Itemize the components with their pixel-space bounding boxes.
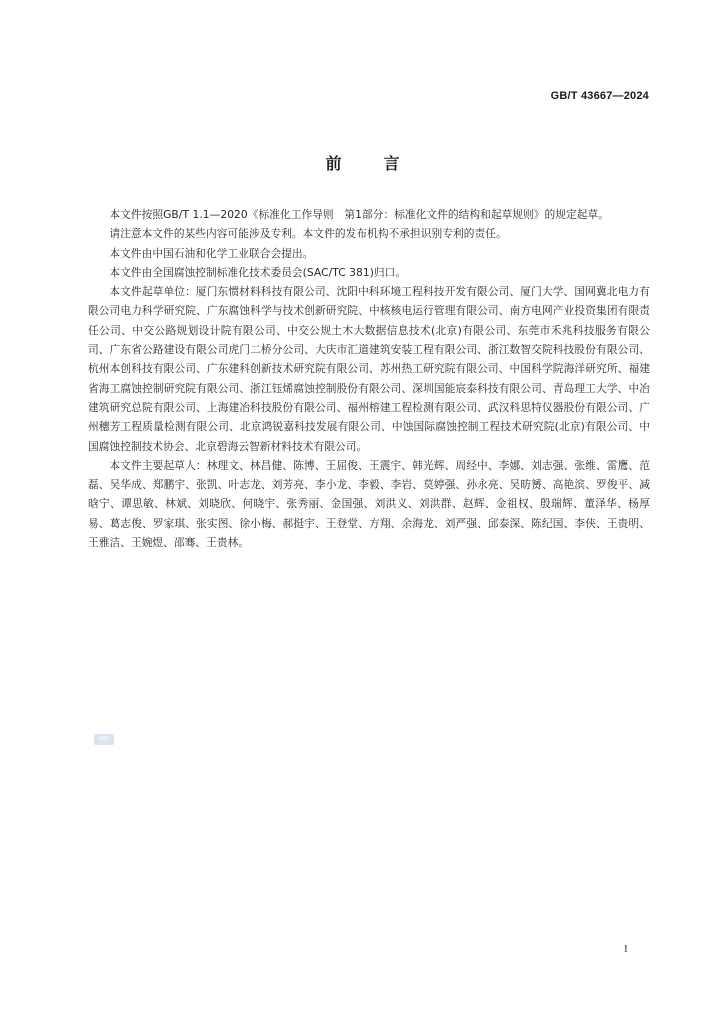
- standard-number: GB/T 43667—2024: [550, 90, 649, 102]
- page-number: I: [624, 943, 628, 955]
- foreword-body: [88, 205, 650, 552]
- paragraph-patent-notice: 请注意本文件的某些内容可能涉及专利。本文件的发布机构不承担识别专利的责任。: [109, 227, 507, 241]
- watermark-logo: SAC: [94, 734, 114, 745]
- paragraph-drafting-rules: 本文件按照GB/T 1.1—2020《标准化工作导则 第1部分：标准化文件的结构和起草规则》的规定起草。: [109, 208, 609, 221]
- paragraph-drafters: 本文件主要起草人：林理文、林昌健、陈博、王屈俊、王震宇、韩光辉、周经中、李娜、刘志强、张维、雷鹰、范磊、吴华成、郑鹏宇、张凯、叶志龙、刘芳亮、李小龙、李毅、李岩、莫婷强、孙永亮、吴昉赟、高艳滨、罗俊平、减晗宁、谭思敏、林斌、刘晓欣、何晓宇、张秀丽、金国强、刘洪义、刘洪群、赵辉、金祖权、殷瑞辉、董泽华、杨厚易、葛志俊、罗家琪、张实图、徐小梅、郝挺宇、王登堂、方翔、余海龙、刘严强、邱泰深、陈纪国、李侠、王贵明、王雅洁、王婉煜、邵骞、王贵林。: [88, 458, 650, 550]
- paragraph-committee: 本文件由全国腐蚀控制标准化技术委员会(SAC/TC 381)归口。: [109, 265, 407, 279]
- paragraph-proposer: 本文件由中国石油和化学工业联合会提出。: [109, 246, 314, 260]
- paragraph-drafting-units: 本文件起草单位：厦门东惯材料科技有限公司、沈阳中科环境工程科技开发有限公司、厦门大学、国网冀北电力有限公司电力科学研究院、广东腐蚀科学与技术创新研究院、中核核电运行管理有限公司、南方电网产业投资集团有限责任公司、中交公路规划设计院有限公司、中交公规土木大数据信息技术(北京)有限公司、东莞市禾兆科技服务有限公司、广东省公路建设有限公司虎门二桥分公司、大庆市汇道建筑安装工程有限公司、浙江数智交院科技股份有限公司、杭州本创科技有限公司、广东建科创新技术研究院有限公司、苏州热工研究院有限公司、中国科学院海洋研究所、福建省海工腐蚀控制研究院有限公司、浙江钰烯腐蚀控制股份有限公司、深圳国能宸泰科技有限公司、青岛理工大学、中冶建筑研究总院有限公司、上海建冶科技股份有限公司、福州榕建工程检测有限公司、武汉科思特仪器股份有限公司、广州穗芳工程质量检测有限公司、北京鸿锐嘉科技发展有限公司、中蚀国际腐蚀控制工程技术研究院(北京)有限公司、中国腐蚀控制技术协会、北京碧海云智新材料技术有限公司。: [88, 285, 650, 453]
- page-title: 前言: [325, 154, 442, 173]
